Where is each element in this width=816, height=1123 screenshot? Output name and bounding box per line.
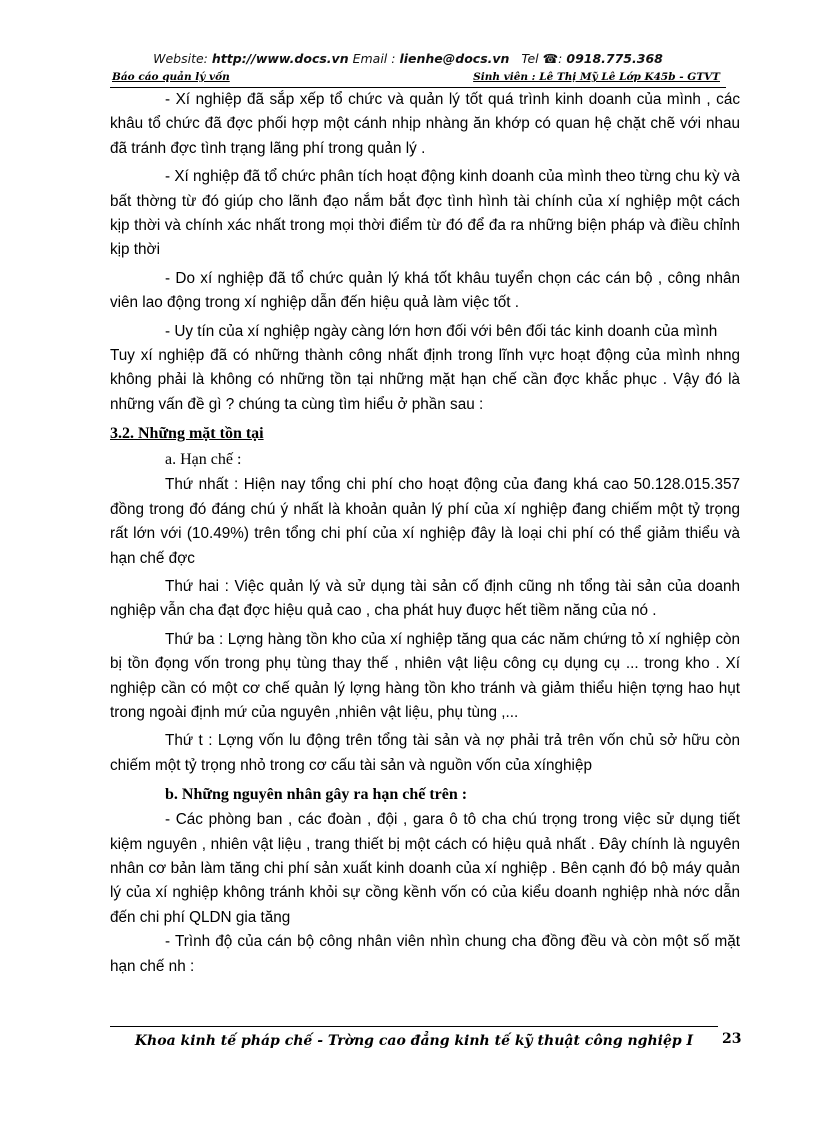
website-label: Website: xyxy=(153,51,208,66)
footer-divider xyxy=(110,1026,718,1027)
paragraph: Tuy xí nghiệp đã có những thành công nhất định trong lĩnh vực hoạt động của mình nhng không phải là không có những tồn tại những mặt hạn chế cần đợc khắc phục . Vậy đó là những vấn đề gì ? chúng ta cùng tìm hiểu ở phần sau : xyxy=(110,347,740,413)
document-body xyxy=(110,88,740,979)
limitation-item: Thứ t : Lợng vốn lu động trên tổng tài sản và nợ phải trả trên vốn chủ sở hữu còn chiếm một tỷ trọng nhỏ trong cơ cấu tài sản và nguồn vốn của xínghiệp xyxy=(110,732,740,774)
cause-item: - Trình độ của cán bộ công nhân viên nhìn chung cha đồng đều và còn một số mặt hạn chế nh : xyxy=(110,933,740,975)
paragraph: - Uy tín của xí nghiệp ngày càng lớn hơn đối với bên đối tác kinh doanh của mình xyxy=(165,322,718,340)
limitation-item: Thứ hai : Việc quản lý và sử dụng tài sản cố định cũng nh tổng tài sản của doanh nghiệp vẫn cha đạt đợc hiệu quả cao , cha phát huy đuợc hết tiềm năng của nó . xyxy=(110,577,740,620)
cause-item: - Các phòng ban , các đoàn , đội , gara ô tô cha chú trọng trong việc sử dụng tiết kiệm nguyên , nhiên vật liệu , trang thiết bị một cách có hiệu quả nhất . Đây chính là nguyên nhân cơ bản làm tăng chi phí sản xuất kinh doanh của xí nghiệp . Bên cạnh đó bộ máy quản lý của xí nghiệp không tránh khỏi sự cồng kềnh vốn có của kiểu doanh nghiệp nhà nớc dẫn đến chi phí QLDN gia tăng xyxy=(110,811,740,926)
subsection-b-title: b. Những nguyên nhân gây ra hạn chế trên : xyxy=(165,786,468,804)
header-left: Báo cáo quản lý vốn xyxy=(112,71,230,83)
email-link[interactable]: lienhe@docs.vn xyxy=(399,51,510,66)
limitation-item: Thứ nhất : Hiện nay tổng chi phí cho hoạt động của đang khá cao 50.128.015.357 đồng trong đó đáng chú ý nhất là khoản quản lý phí của xí nghiệp đang chiếm một tỷ trọng rất lớn với (10.49%) trên tổng chi phí của xí nghiệp đây là loại chi phí có thể giảm thiểu và hạn chế đợc xyxy=(110,476,740,567)
paragraph: - Do xí nghiệp đã tổ chức quản lý khá tốt khâu tuyển chọn các cán bộ , công nhân viên lao động trong xí nghiệp dẫn đến hiệu quả làm việc tốt . xyxy=(110,269,740,312)
paragraph: - Xí nghiệp đã tổ chức phân tích hoạt động kinh doanh của mình theo từng chu kỳ và bất thờng từ đó giúp cho lãnh đạo nắm bắt đợc tình hình tài chính của xí nghiệp một cách kịp thời và chính xác nhất trong mọi thời điểm từ đó để đa ra những biện pháp và điều chỉnh kịp thời xyxy=(110,168,740,259)
tel-label: Tel ☎: xyxy=(521,51,563,66)
limitation-item: Thứ ba : Lợng hàng tồn kho của xí nghiệp tăng qua các năm chứng tỏ xí nghiệp còn bị tồn đọng vốn trong phụ tùng thay thế , nhiên vật liệu công cụ dụng cụ ... trong kho . Xí nghiệp cần có một cơ chế quản lý lợng hàng tồn kho tránh và giảm thiểu hiện tợng hao hụt trong ngoài định mứ của nguyên ,nhiên vật liệu, phụ tùng ,... xyxy=(110,630,740,721)
section-title: 3.2. Những mặt tồn tại xyxy=(110,425,264,443)
paragraph: - Xí nghiệp đã sắp xếp tổ chức và quản lý tốt quá trình kinh doanh của mình , các khâu tổ chức đã đợc phối hợp một cánh nhịp nhàng ăn khớp có quan hệ chặt chẽ với nhau đã tránh đợc tình trạng lãng phí trong quản lý . xyxy=(110,91,740,157)
running-header xyxy=(110,69,726,88)
top-banner xyxy=(0,51,816,66)
website-link[interactable]: http://www.docs.vn xyxy=(211,51,349,66)
subsection-a-title: a. Hạn chế : xyxy=(165,451,242,469)
email-label: Email : xyxy=(352,51,396,66)
tel-number: 0918.775.368 xyxy=(566,51,663,66)
footer-text: Khoa kinh tế pháp chế - Trờng cao đẳng kinh tế kỹ thuật công nghiệp I xyxy=(134,1033,694,1049)
page-number: 23 xyxy=(722,1031,742,1047)
header-right: Sinh viên : Lê Thị Mỹ Lê Lớp K45b - GTVT xyxy=(473,71,720,83)
